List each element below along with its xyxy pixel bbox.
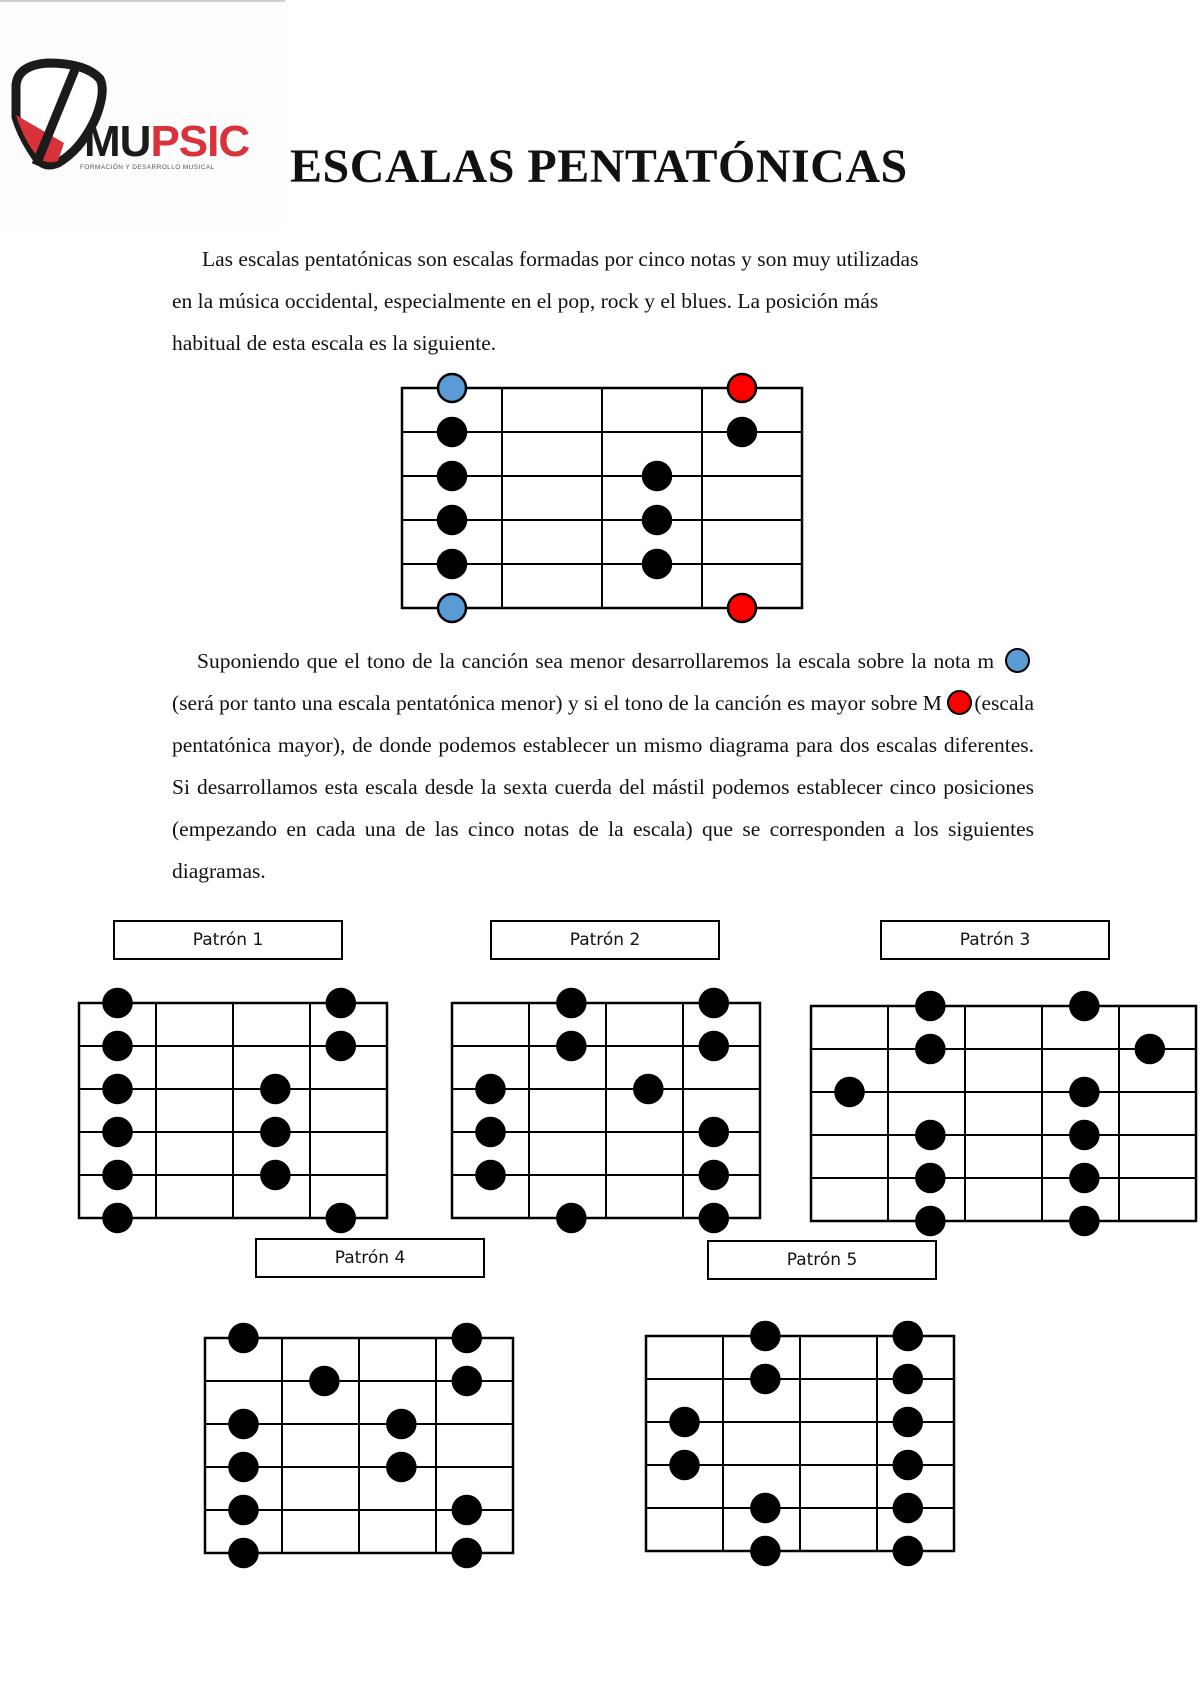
note-dot <box>327 1204 355 1232</box>
note-dot <box>230 1539 258 1567</box>
note-dot <box>700 1204 728 1232</box>
note-dot <box>894 1494 922 1522</box>
note-dot <box>261 1118 289 1146</box>
explanation-paragraph <box>172 640 1034 892</box>
note-dot <box>700 1161 728 1189</box>
note-dot <box>643 550 671 578</box>
major-root-dot-icon <box>947 690 972 715</box>
note-dot <box>894 1322 922 1350</box>
note-dot <box>477 1161 505 1189</box>
note-dot <box>438 462 466 490</box>
note-dot <box>916 1121 944 1149</box>
note-dot <box>643 506 671 534</box>
logo <box>0 2 285 227</box>
intro-line-1: Las escalas pentatónicas son escalas formadas por cinco notas y son muy utilizadas <box>202 247 919 271</box>
note-dot <box>751 1365 779 1393</box>
note-dot <box>1070 1207 1098 1235</box>
note-dot <box>104 1204 132 1232</box>
note-dot <box>387 1410 415 1438</box>
pattern-3-label: Patrón 3 <box>880 920 1110 960</box>
note-dot <box>230 1324 258 1352</box>
note-dot <box>453 1496 481 1524</box>
note-dot <box>1070 1078 1098 1106</box>
note-dot <box>751 1322 779 1350</box>
intro-line-2: en la música occidental, especialmente en el pop, rock y el blues. La posición más <box>172 289 879 313</box>
note-dot <box>477 1118 505 1146</box>
note-dot <box>894 1408 922 1436</box>
note-dot <box>1070 992 1098 1020</box>
note-dot <box>477 1075 505 1103</box>
pattern-4-label: Patrón 4 <box>255 1238 485 1278</box>
note-dot <box>700 989 728 1017</box>
note-dot <box>671 1408 699 1436</box>
note-dot <box>671 1451 699 1479</box>
note-dot <box>643 462 671 490</box>
note-dot <box>916 1207 944 1235</box>
note-dot <box>916 1035 944 1063</box>
note-dot <box>557 1032 585 1060</box>
major-root-note-dot <box>728 374 756 402</box>
note-dot <box>104 1161 132 1189</box>
intro-paragraph <box>172 238 1034 364</box>
note-dot <box>104 1032 132 1060</box>
note-dot <box>751 1537 779 1565</box>
note-dot <box>453 1367 481 1395</box>
pattern-5-label: Patrón 5 <box>707 1240 937 1280</box>
note-dot <box>894 1537 922 1565</box>
explanation-part-1: Suponiendo que el tono de la canción sea menor desarrollaremos la escala sobre la nota m <box>197 649 995 673</box>
major-root-note-dot <box>728 594 756 622</box>
explanation-part-2: (será por tanto una escala pentatónica menor) y si el tono de la canción es mayor sobre M <box>172 691 942 715</box>
pattern-4-diagram <box>202 1320 522 1560</box>
page-title: ESCALAS PENTATÓNICAS <box>290 140 908 193</box>
note-dot <box>751 1494 779 1522</box>
note-dot <box>700 1118 728 1146</box>
note-dot <box>728 418 756 446</box>
note-dot <box>916 1164 944 1192</box>
note-dot <box>438 506 466 534</box>
pattern-1-diagram <box>76 985 396 1225</box>
note-dot <box>104 989 132 1017</box>
pattern-2-diagram <box>449 985 769 1225</box>
note-dot <box>836 1078 864 1106</box>
main-scale-diagram <box>398 370 818 635</box>
logo-wordmark: MUPSIC <box>84 117 250 166</box>
note-dot <box>387 1453 415 1481</box>
pattern-3-diagram <box>808 988 1200 1228</box>
note-dot <box>1070 1164 1098 1192</box>
minor-root-note-dot <box>438 374 466 402</box>
note-dot <box>557 989 585 1017</box>
pattern-5-diagram <box>643 1318 963 1558</box>
note-dot <box>894 1365 922 1393</box>
note-dot <box>894 1451 922 1479</box>
note-dot <box>104 1118 132 1146</box>
note-dot <box>327 989 355 1017</box>
note-dot <box>916 992 944 1020</box>
note-dot <box>557 1204 585 1232</box>
fretboard-frame <box>811 1006 1196 1221</box>
note-dot <box>310 1367 338 1395</box>
explanation-part-3: (escala pentatónica mayor), de donde podemos establecer un mismo diagrama para dos escalas diferentes. Si desarrollamos esta escala desde la sexta cuerda del mástil podemos establecer cinco posiciones (empezando en cada una de las cinco notas de la escala) que se corresponden a los siguientes diagramas. <box>172 691 1035 883</box>
note-dot <box>327 1032 355 1060</box>
note-dot <box>230 1410 258 1438</box>
pattern-2-label: Patrón 2 <box>490 920 720 960</box>
note-dot <box>453 1539 481 1567</box>
minor-root-note-dot <box>438 594 466 622</box>
note-dot <box>1070 1121 1098 1149</box>
intro-line-3: habitual de esta escala es la siguiente. <box>172 331 497 355</box>
note-dot <box>230 1496 258 1524</box>
note-dot <box>261 1161 289 1189</box>
note-dot <box>634 1075 662 1103</box>
note-dot <box>438 418 466 446</box>
note-dot <box>453 1324 481 1352</box>
note-dot <box>104 1075 132 1103</box>
note-dot <box>438 550 466 578</box>
note-dot <box>1136 1035 1164 1063</box>
minor-root-dot-icon <box>1005 648 1030 673</box>
pattern-1-label: Patrón 1 <box>113 920 343 960</box>
note-dot <box>700 1032 728 1060</box>
logo-tagline: FORMACIÓN Y DESARROLLO MUSICAL <box>80 164 215 171</box>
note-dot <box>230 1453 258 1481</box>
note-dot <box>261 1075 289 1103</box>
